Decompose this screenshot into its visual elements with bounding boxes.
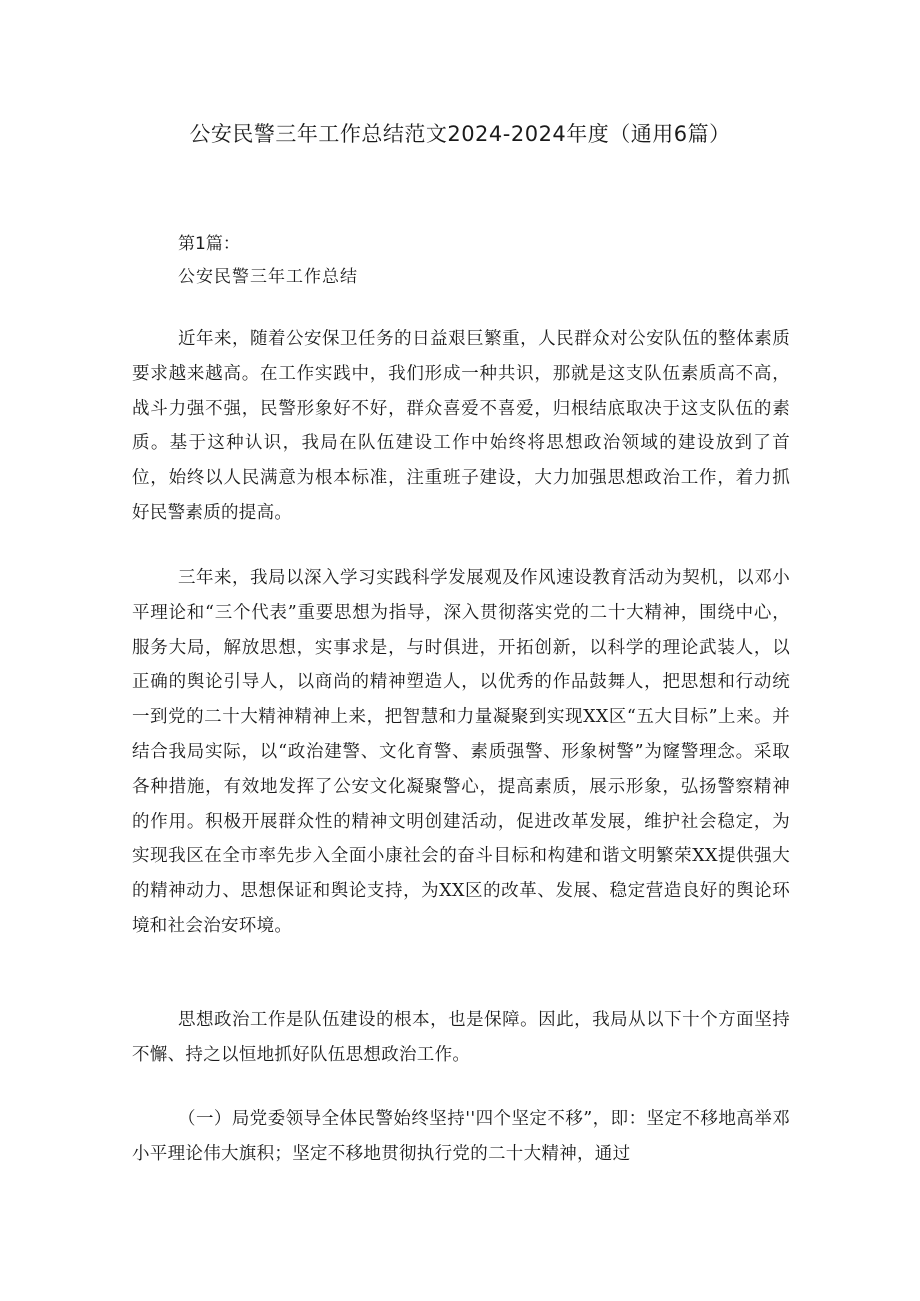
body-paragraph: 思想政治工作是队伍建设的根本，也是保障。因此，我局从以下十个方面坚持不懈、持之以恒地抓好队伍思想政治工作。	[132, 1010, 790, 1065]
body-paragraph: 三年来，我局以深入学习实践科学发展观及作风速设教育活动为契机，以邓小平理论和“三个代表”重要思想为指导，深入贯彻落实党的二十大精神，围绕中心，服务大局，解放思想，实事求是，与时俱进，开拓创新，以科学的理论武装人，以正确的舆论引导人，以商尚的精神塑造人，以优秀的作品鼓舞人，把思想和行动统一到党的二十大精神精神上来，把智慧和力量凝聚到实现XX区“五大目标”上来。并结合我局实际，以“政治建警、文化育警、素质强警、形象树警”为窿警理念。采取各种措施，有效地发挥了公安文化凝聚警心，提高素质，展示形象，弘扬警察精神的作用。积极开展群众性的精神文明创建活动，促进改革发展，维护社会稳定，为实现我区在全市率先步入全面小康社会的奋斗目标和构建和谐文明繁荣XX提供强大的精神动力、思想保证和舆论支持，为XX区的改革、发展、稳定营造良好的舆论环境和社会治安环境。	[132, 568, 790, 936]
chapter-label: 第1篇：	[178, 234, 240, 254]
body-paragraph: 近年来，随着公安保卫任务的日益艰巨繁重，人民群众对公安队伍的整体素质要求越来越高。在工作实践中，我们形成一种共识，那就是这支队伍素质高不高，战斗力强不强，民警形象好不好，群众喜爱不喜爱，归根结底取决于这支队伍的素质。基于这种认识，我局在队伍建设工作中始终将思想政治领域的建设放到了首位，始终以人民满意为根本标准，注重班子建设，大力加强思想政治工作，着力抓好民警素质的提高。	[132, 329, 790, 523]
document-title: 公安民警三年工作总结范文2024-2024年度（通用6篇）	[189, 122, 731, 146]
body-paragraph: （一）局党委领导全体民警始终坚持''四个坚定不移”，即：坚定不移地高举邓小平理论伟大旗积；坚定不移地贯彻执行党的二十大精神，通过	[132, 1109, 790, 1164]
chapter-subtitle: 公安民警三年工作总结	[178, 267, 358, 287]
